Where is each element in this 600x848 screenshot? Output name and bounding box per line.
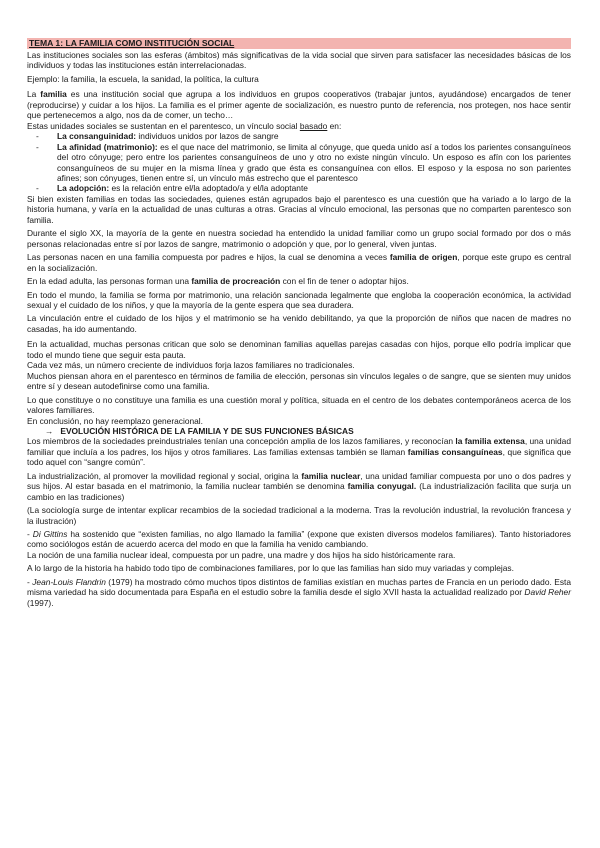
paragraph: La noción de una familia nuclear ideal, compuesta por un padre, una madre y dos hijos ha sido históricamente rara. — [27, 549, 456, 560]
paragraph: Si bien existen familias en todas las sociedades, quienes están agrupados bajo el parentesco es una cuestión que ha variado a lo largo de la historia humana, y varía en la actualidad de unas culturas a otras. Gracias al vínculo emocional, las personas que no comparten parentesco son familia. — [27, 193, 571, 225]
paragraph: Durante el siglo XX, la mayoría de la gente en nuestra sociedad ha entendido la unidad familiar como un grupo social formado por dos o más personas relacionadas entre sí por lazos de sangre, matrimonio o adopción y que, por lo general, viven juntas. — [27, 228, 571, 249]
kinship-list — [27, 131, 571, 194]
paragraph: En la actualidad, muchas personas critican que solo se denominan familias aquellas parejas casadas con hijos, porque ello podría implicar que todo el mundo tiene que seguir esta pauta. — [27, 339, 571, 360]
paragraph: Muchos piensan ahora en el parentesco en términos de familia de elección, personas sin vínculos legales o de sangre, que se sienten muy unidos entre sí y desean autodefinirse como una familia. — [27, 370, 571, 392]
list-item: - La consanguinidad: individuos unidos por lazos de sangre — [57, 131, 571, 141]
term-familia: familia — [40, 89, 67, 100]
paragraph: En todo el mundo, la familia se forma por matrimonio, una relación sancionada legalmente que engloba la cooperación económica, la actividad sexual y el cuidado de los niños, y que la mayoría de la gente espera que sea duradera. — [27, 289, 571, 310]
list-item: - La afinidad (matrimonio): es el que nace del matrimonio, se limita al cónyuge, que queda unido así a todos los parientes consanguíneos del otro cónyuge; pero entre los parientes consanguíneos de uno y otro no existe ningún vínculo. Un esposo es afín con los parientes consanguíneos de su mujer en la misma línea y grado que ésta es consanguínea con ellos. El esposo y la esposa no son parientes afines; son cónyuges, tienen entre sí, un vínculo más estrecho que el parentesco — [57, 142, 571, 184]
document-page — [27, 38, 571, 608]
paragraph: En la edad adulta, las personas forman una familia de procreación con el fin de tener o adoptar hijos. — [27, 276, 409, 287]
list-item: - La adopción: es la relación entre el/la adoptado/a y el/la adoptante — [57, 183, 571, 193]
paragraph: Cada vez más, un número creciente de individuos forja lazos familiares no tradicionales. — [27, 360, 355, 371]
paragraph: A lo largo de la historia ha habido todo tipo de combinaciones familiares, por lo que las familias han sido muy variadas y complejas. — [27, 563, 514, 574]
paragraph: (La sociología surge de intentar explicar recambios de la sociedad tradicional a la moderna. Tras la revolución industrial, la revolución francesa y la ilustración) — [27, 505, 571, 526]
paragraph: Las personas nacen en una familia compuesta por padres e hijos, la cual se denomina a veces familia de origen, porque este grupo es central en la socialización. — [27, 252, 571, 273]
paragraph: - Jean-Louis Flandrin (1979) ha mostrado cómo muchos tipos distintos de familias existían en muchas partes de Francia en un periodo dado. Esta misma variedad ha sido documentada para España en el estudio sobre la familia desde el siglo XVII hasta la actualidad realizado por David Reher (1997). — [27, 576, 571, 608]
example-line: Ejemplo: la familia, la escuela, la sanidad, la política, la cultura — [27, 73, 259, 84]
arrow-icon: → — [45, 425, 54, 436]
paragraph: Los miembros de la sociedades preindustriales tenían una concepción amplia de los lazos familiares, y reconocían la familia extensa, una unidad familiar que incluía a los padres, los hijos y otros familiares. Las familias extensas también se llaman familias consanguíneas, que significa que todo aquel con “sangre común”. — [27, 436, 571, 468]
section-heading: → EVOLUCIÓN HISTÓRICA DE LA FAMILIA Y DE SUS FUNCIONES BÁSICAS — [45, 425, 354, 436]
intro-paragraph: Las instituciones sociales son las esferas (ámbitos) más significativas de la vida social que sirven para satisfacer las necesidades básicas de los individuos y todas las instituciones están interrelacionadas. — [27, 50, 571, 71]
paragraph: La vinculación entre el cuidado de los hijos y el matrimonio se ha venido debilitando, ya que la proporción de niños que nacen de madres no casadas, ha ido aumentando. — [27, 313, 571, 334]
paragraph: Lo que constituye o no constituye una familia es una cuestión moral y política, situada en el centro de los debates contemporáneos acerca de los valores familiares. — [27, 394, 571, 416]
section-title-bar — [27, 38, 571, 49]
paragraph: La industrialización, al promover la movilidad regional y social, origina la familia nuclear, una unidad familiar compuesta por uno o dos padres y sus hijos. Al estar basada en el matrimonio, la familia nuclear también se denomina familia conyugal. (La industrialización facilita que surja un cambio en las tradiciones) — [27, 470, 571, 502]
paragraph: - Di Gittins ha sostenido que “existen familias, no algo llamado la familia” (expone que existen diversos modelos familiares). Tanto historiadores como sociólogos están de acuerdo acerca del modo en que la familia ha venido cambiando. — [27, 529, 571, 550]
units-paragraph: Estas unidades sociales se sustentan en el parentesco, un vínculo social basado en: — [27, 120, 342, 131]
page-title: TEMA 1: LA FAMILIA COMO INSTITUCIÓN SOCIAL — [29, 38, 235, 48]
definition-paragraph: La familia es una institución social que agrupa a los individuos en grupos cooperativos (trabajar juntos, ayudándose) encargados de tener (reproducirse) y cuidar a los hijos. La familia es el primer agente de socialización, es nuestro punto de referencia, nos protegen, nos hace sentir que pertenecemos a algo, nos da de comer, un techo… — [27, 89, 571, 121]
paragraph: En conclusión, no hay reemplazo generacional. — [27, 415, 203, 426]
